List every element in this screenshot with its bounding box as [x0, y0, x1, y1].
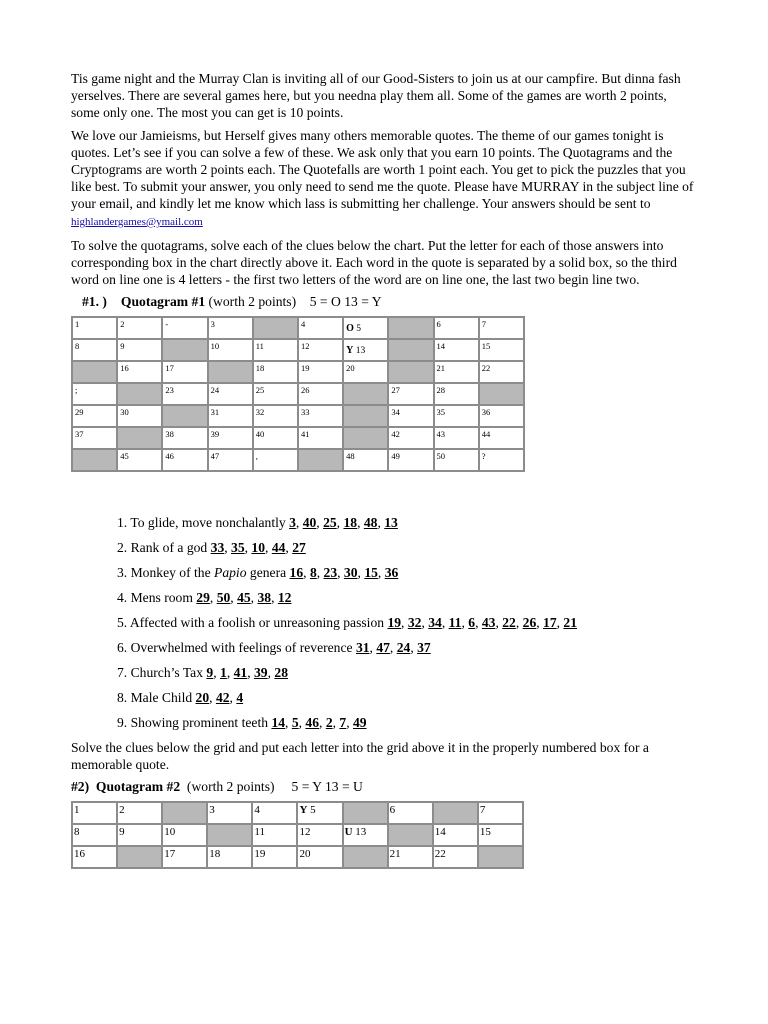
grid1-cell[interactable]: 12	[298, 339, 343, 361]
grid2-cell[interactable]: 1	[72, 802, 117, 824]
quotagram-1-title: Quotagram #1	[120, 294, 206, 309]
clue-number: 14	[271, 715, 286, 730]
quotagram-1-heading	[71, 294, 696, 310]
grid1-cell[interactable]: 29	[72, 405, 117, 427]
grid1-row	[72, 449, 524, 471]
grid1-cell[interactable]: 18	[253, 361, 298, 383]
grid1-cell[interactable]: 8	[72, 339, 117, 361]
grid1-cell[interactable]: 25	[253, 383, 298, 405]
grid1-cell[interactable]: 2	[117, 317, 162, 339]
grid1-cell[interactable]: 15	[479, 339, 524, 361]
quotagram-2-instructions: Solve the clues below the grid and put each letter into the grid above it in the properly numbered box for a memorable quote.	[71, 740, 649, 772]
grid1-word-separator	[343, 427, 388, 449]
grid1-word-separator	[72, 361, 117, 383]
clue-number: 8	[309, 565, 317, 580]
intro-paragraph-1: Tis game night and the Murray Clan is inviting all of our Good-Sisters to join us at our campfire. But dinna fash yerselves. There are several games here, but you neednа play them all. Some of the games are worth 2 points, some only one. The most you can get is 10 points.	[71, 71, 681, 120]
grid2-cell[interactable]: 9	[117, 824, 162, 846]
grid1-cell[interactable]: 7	[479, 317, 524, 339]
clue-item: 2. Rank of a god 33, 35, 10, 44, 27	[117, 540, 306, 555]
clue-number: 24	[396, 640, 411, 655]
grid1-given-letter-cell[interactable]	[343, 339, 388, 361]
grid2-cell[interactable]: 20	[297, 846, 342, 868]
grid1-cell[interactable]: 9	[117, 339, 162, 361]
grid1-cell[interactable]: 48	[343, 449, 388, 471]
grid1-word-separator	[162, 405, 207, 427]
grid1-row	[72, 317, 524, 339]
grid1-word-separator	[388, 317, 433, 339]
clue-number: 15	[364, 565, 378, 580]
clue-text: 7. Church’s Tax	[117, 665, 207, 680]
grid1-cell[interactable]: 3	[208, 317, 253, 339]
clue-number: 49	[353, 715, 367, 730]
grid1-cell[interactable]: 47	[208, 449, 253, 471]
cell-number: 13	[352, 826, 367, 838]
intro-paragraph-2	[71, 127, 696, 231]
grid2-cell[interactable]: 16	[72, 846, 117, 868]
intro-paragraph-2-text: We love our Jamieisms, but Herself gives many others memorable quotes. The theme of our games tonight is quotes. Let’s see if you can solve a few of these. We ask only that you earn 10 points. The Quotagrams and the Cryptograms are worth 2 points each. The Quotefalls are worth 1 point each. You get to pick the puzzles that you like best. To submit your answer, you only need to send me the quote. Please have MURRAY in the subject line of your email, and kindly let me know which lass is submitting her challenge. Your answers should be sent to	[71, 128, 694, 211]
grid1-cell[interactable]: 37	[72, 427, 117, 449]
clue-number: 13	[384, 515, 398, 530]
grid1-cell[interactable]: 6	[434, 317, 479, 339]
clue-number: 36	[384, 565, 399, 580]
intro-paragraph-3: To solve the quotagrams, solve each of the clues below the chart. Put the letter for each of those answers into corresponding box in the chart directly above it. Each word in the quote is separated by a solid box, so the third word on line one is 4 letters - the first two letters of the word are on line one, the last two begin line two.	[71, 238, 677, 287]
clue-number: 28	[274, 665, 288, 680]
grid1-cell[interactable]: 46	[162, 449, 207, 471]
quotagram-2-hint: 5 = Y 13 = U	[291, 779, 363, 794]
grid2-cell[interactable]: 12	[297, 824, 342, 846]
clue-item: 3. Monkey of the Papio genera 16, 8, 23, 30, 15, 36	[117, 565, 399, 580]
clue-number: 12	[277, 590, 292, 605]
clue-number: 22	[502, 615, 516, 630]
grid1-cell[interactable]: 33	[298, 405, 343, 427]
clue-text: 6. Overwhelmed with feelings of reverence	[117, 640, 356, 655]
clue-number: 46	[305, 715, 320, 730]
grid1-cell[interactable]: 4	[298, 317, 343, 339]
grid1-row	[72, 405, 524, 427]
grid1-cell[interactable]: 23	[162, 383, 207, 405]
clue-number: 47	[376, 640, 390, 655]
grid1-cell[interactable]: 10	[208, 339, 253, 361]
grid2-word-separator	[388, 824, 433, 846]
quotagram-1-number: #1. )	[82, 294, 107, 309]
grid1-cell[interactable]: 20	[343, 361, 388, 383]
grid1-cell[interactable]: 49	[388, 449, 433, 471]
quotagram-1-grid	[71, 316, 525, 472]
given-letter: U	[344, 826, 353, 838]
clue-number: 21	[563, 615, 578, 630]
grid1-word-separator	[343, 405, 388, 427]
clue-number: 33	[210, 540, 225, 555]
grid1-row	[72, 427, 524, 449]
grid2-given-letter-cell[interactable]	[343, 824, 388, 846]
clue-number: 42	[215, 690, 230, 705]
clue-number: 2	[325, 715, 333, 730]
grid2-cell[interactable]: 11	[252, 824, 297, 846]
clue-number: 4	[236, 690, 244, 705]
grid1-cell[interactable]: 31	[208, 405, 253, 427]
clue-text: 3. Monkey of the	[117, 565, 215, 580]
grid2-word-separator	[343, 802, 388, 824]
grid1-cell[interactable]: 17	[162, 361, 207, 383]
clue-text: 2. Rank of a god	[117, 540, 211, 555]
given-letter: O	[346, 322, 354, 334]
grid2-cell[interactable]: 8	[72, 824, 117, 846]
grid1-word-separator	[298, 449, 343, 471]
clue-number: 43	[481, 615, 496, 630]
grid2-cell[interactable]: 15	[478, 824, 523, 846]
grid1-cell[interactable]: 32	[253, 405, 298, 427]
clue-number: 9	[206, 665, 214, 680]
email-link[interactable]: highlandergames@ymail.com	[71, 216, 203, 228]
clue-number: 17	[543, 615, 557, 630]
grid1-cell[interactable]: -	[162, 317, 207, 339]
grid1-cell[interactable]: 41	[298, 427, 343, 449]
grid2-word-separator	[207, 824, 252, 846]
clue-item: 7. Church’s Tax 9, 1, 41, 39, 28	[117, 665, 288, 680]
grid1-word-separator	[388, 339, 433, 361]
clue-number: 1	[220, 665, 227, 680]
clue-item: 4. Mens room 29, 50, 45, 38, 12	[117, 590, 292, 605]
grid2-cell[interactable]: 17	[162, 846, 207, 868]
grid1-word-separator	[117, 427, 162, 449]
grid1-cell[interactable]: 35	[434, 405, 479, 427]
clue-item: 5. Affected with a foolish or unreasoning passion 19, 32, 34, 11, 6, 43, 22, 26, 17, 21	[117, 615, 578, 630]
grid1-cell[interactable]: 28	[434, 383, 479, 405]
clue-number: 26	[522, 615, 537, 630]
clue-number: 3	[289, 515, 296, 530]
grid2-cell[interactable]: 7	[478, 802, 523, 824]
grid2-cell[interactable]: 14	[433, 824, 478, 846]
cell-number: 5	[353, 323, 362, 334]
grid2-given-letter-cell[interactable]	[297, 802, 342, 824]
grid1-cell[interactable]: 30	[117, 405, 162, 427]
grid2-row	[72, 846, 523, 868]
clue-number: 41	[233, 665, 248, 680]
grid2-cell[interactable]: 22	[433, 846, 478, 868]
given-letter: Y	[299, 804, 308, 816]
clue-text: 9. Showing prominent teeth	[117, 715, 272, 730]
clue-number: 34	[428, 615, 442, 630]
grid1-word-separator	[253, 317, 298, 339]
grid1-cell[interactable]: ?	[479, 449, 524, 471]
grid1-cell[interactable]: 36	[479, 405, 524, 427]
clue-number: 10	[251, 540, 266, 555]
grid1-cell[interactable]: 26	[298, 383, 343, 405]
quotagram-1-clues	[71, 514, 696, 739]
grid2-word-separator	[117, 846, 162, 868]
grid1-word-separator	[343, 383, 388, 405]
grid2-word-separator	[433, 802, 478, 824]
clue-text: 1. To glide, move nonchalantly	[117, 515, 290, 530]
clue-text: genera	[246, 565, 290, 580]
grid2-word-separator	[162, 802, 207, 824]
grid1-cell[interactable]: 43	[434, 427, 479, 449]
clue-number: 30	[343, 565, 358, 580]
grid1-cell[interactable]: 16	[117, 361, 162, 383]
grid1-given-letter-cell[interactable]	[343, 317, 388, 339]
clue-text: 4. Mens room	[117, 590, 197, 605]
clue-number: 48	[363, 515, 378, 530]
grid1-cell[interactable]: 44	[479, 427, 524, 449]
grid1-cell[interactable]: 14	[434, 339, 479, 361]
grid1-cell[interactable]: 19	[298, 361, 343, 383]
grid1-cell[interactable]: 38	[162, 427, 207, 449]
grid1-cell[interactable]: 45	[117, 449, 162, 471]
grid2-cell[interactable]: 6	[388, 802, 433, 824]
grid1-cell[interactable]: ;	[72, 383, 117, 405]
clue-number: 23	[323, 565, 338, 580]
grid2-cell[interactable]: 10	[162, 824, 207, 846]
grid1-word-separator	[388, 361, 433, 383]
clue-number: 20	[195, 690, 210, 705]
grid1-cell[interactable]: 11	[253, 339, 298, 361]
grid2-cell[interactable]: 3	[207, 802, 252, 824]
clue-number: 39	[254, 665, 268, 680]
clue-number: 35	[231, 540, 245, 555]
clue-number: 37	[417, 640, 431, 655]
grid1-cell[interactable]: 39	[208, 427, 253, 449]
clue-item: 6. Overwhelmed with feelings of reverence 31, 47, 24, 37	[117, 640, 431, 655]
grid1-cell[interactable]: 22	[479, 361, 524, 383]
grid1-word-separator	[208, 361, 253, 383]
grid1-word-separator	[117, 383, 162, 405]
grid1-cell[interactable]: 34	[388, 405, 433, 427]
grid1-cell[interactable]: ,	[253, 449, 298, 471]
cell-number: 13	[353, 345, 366, 356]
given-letter: Y	[346, 344, 354, 356]
clue-number: 40	[302, 515, 317, 530]
grid1-cell[interactable]: 50	[434, 449, 479, 471]
quotagram-2-worth: (worth 2 points)	[186, 779, 275, 794]
clue-number: 27	[292, 540, 306, 555]
clue-number: 44	[271, 540, 286, 555]
clue-number: 50	[216, 590, 231, 605]
clue-number: 6	[468, 615, 476, 630]
grid2-cell[interactable]: 21	[388, 846, 433, 868]
grid2-cell[interactable]: 19	[252, 846, 297, 868]
grid1-row	[72, 339, 524, 361]
clue-number: 38	[257, 590, 272, 605]
clue-number: 11	[448, 615, 462, 630]
grid2-row	[72, 802, 523, 824]
clue-item: 1. To glide, move nonchalantly 3, 40, 25, 18, 48, 13	[117, 515, 398, 530]
clue-number: 29	[196, 590, 210, 605]
grid2-cell[interactable]: 2	[117, 802, 162, 824]
grid1-word-separator	[479, 383, 524, 405]
quotagram-2-number: #2)	[71, 779, 90, 794]
grid1-word-separator	[72, 449, 117, 471]
quotagram-1-hint: 5 = O 13 = Y	[309, 294, 382, 309]
clue-number: 16	[289, 565, 304, 580]
clue-italic-text: Papio	[214, 565, 247, 580]
quotagram-2-title: Quotagram #2	[95, 779, 181, 794]
clue-text: 8. Male Child	[117, 690, 196, 705]
clue-number: 32	[407, 615, 422, 630]
quotagram-2-grid	[71, 801, 524, 869]
clue-number: 5	[291, 715, 299, 730]
clue-number: 19	[387, 615, 402, 630]
clue-item: 9. Showing prominent teeth 14, 5, 46, 2, 7, 49	[117, 715, 367, 730]
clue-number: 45	[237, 590, 251, 605]
grid1-word-separator	[162, 339, 207, 361]
clue-number: 7	[339, 715, 347, 730]
grid1-cell[interactable]: 40	[253, 427, 298, 449]
document-page	[71, 70, 696, 869]
clue-item: 8. Male Child 20, 42, 4	[117, 690, 244, 705]
cell-number: 5	[307, 804, 316, 816]
clue-text: 5. Affected with a foolish or unreasoning passion	[117, 615, 388, 630]
grid2-cell[interactable]: 18	[207, 846, 252, 868]
grid1-cell[interactable]: 24	[208, 383, 253, 405]
grid2-row	[72, 824, 523, 846]
quotagram-1-worth: (worth 2 points)	[208, 294, 297, 309]
grid1-cell[interactable]: 27	[388, 383, 433, 405]
grid2-word-separator	[343, 846, 388, 868]
clue-number: 25	[323, 515, 337, 530]
grid1-cell[interactable]: 1	[72, 317, 117, 339]
clue-number: 18	[343, 515, 358, 530]
clue-number: 31	[355, 640, 370, 655]
grid1-row	[72, 383, 524, 405]
grid2-word-separator	[478, 846, 523, 868]
grid1-cell[interactable]: 42	[388, 427, 433, 449]
grid1-cell[interactable]: 21	[434, 361, 479, 383]
quotagram-2-heading	[71, 779, 696, 795]
grid1-row	[72, 361, 524, 383]
grid2-cell[interactable]: 4	[252, 802, 297, 824]
